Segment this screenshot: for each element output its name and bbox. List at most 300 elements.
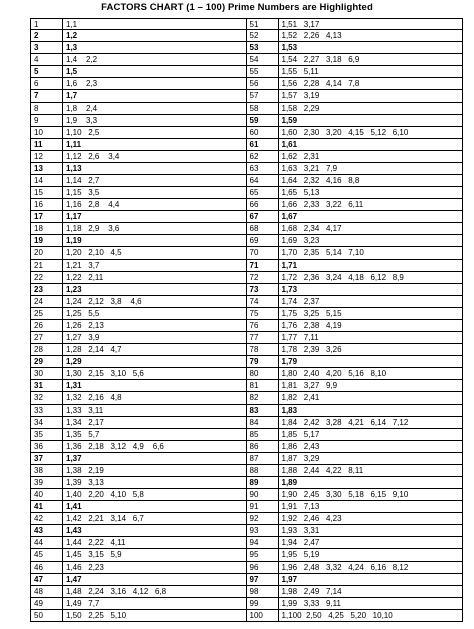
factors-cell: 1,53 bbox=[281, 43, 298, 53]
number-cell: 28 bbox=[31, 344, 63, 355]
table-row bbox=[30, 344, 246, 356]
number-cell: 33 bbox=[31, 405, 63, 416]
number-cell: 11 bbox=[31, 139, 63, 150]
table-row bbox=[30, 187, 246, 199]
table-row bbox=[247, 441, 464, 453]
number-cell: 49 bbox=[31, 598, 63, 609]
table-row bbox=[30, 537, 246, 549]
number-cell: 6 bbox=[31, 78, 63, 89]
number-cell: 37 bbox=[31, 453, 63, 464]
number-cell: 38 bbox=[31, 465, 63, 476]
table-row bbox=[247, 187, 464, 199]
table-row bbox=[247, 308, 464, 320]
factors-cell: 1,36 2,18 3,12 4,9 6,6 bbox=[66, 441, 164, 451]
number-cell: 89 bbox=[247, 477, 279, 488]
factors-cell: 1,22 2,11 bbox=[66, 272, 104, 282]
table-row bbox=[247, 465, 464, 477]
factors-cell: 1,71 bbox=[281, 260, 298, 270]
number-cell: 55 bbox=[247, 66, 279, 77]
factors-cell: 1,27 3,9 bbox=[66, 333, 100, 343]
number-cell: 86 bbox=[247, 441, 279, 452]
factors-cell: 1,39 3,13 bbox=[66, 477, 104, 487]
factors-cell: 1,60 2,30 3,20 4,15 5,12 6,10 bbox=[281, 127, 409, 137]
table-row bbox=[247, 223, 464, 235]
number-cell: 30 bbox=[31, 368, 63, 379]
factors-cell: 1,2 bbox=[66, 31, 78, 41]
table-row bbox=[30, 610, 246, 622]
factors-cell: 1,83 bbox=[281, 405, 298, 415]
factors-cell: 1,73 bbox=[281, 284, 298, 294]
table-row bbox=[247, 163, 464, 175]
table-row bbox=[247, 54, 464, 66]
table-row bbox=[247, 320, 464, 332]
table-row bbox=[30, 513, 246, 525]
number-cell: 29 bbox=[31, 356, 63, 367]
factors-cell: 1,4 2,2 bbox=[66, 55, 98, 65]
table-row bbox=[247, 513, 464, 525]
factors-cell: 1,100 2,50 4,25 5,20 10,10 bbox=[281, 610, 393, 620]
number-cell: 93 bbox=[247, 525, 279, 536]
table-row bbox=[247, 284, 464, 296]
page-title: FACTORS CHART (1 – 100) Prime Numbers are Highlighted bbox=[101, 2, 373, 13]
table-row bbox=[247, 380, 464, 392]
table-row bbox=[30, 284, 246, 296]
factors-cell: 1,76 2,38 4,19 bbox=[281, 320, 342, 330]
number-cell: 72 bbox=[247, 272, 279, 283]
table-row bbox=[30, 223, 246, 235]
factors-cell: 1,70 2,35 5,14 7,10 bbox=[281, 248, 364, 258]
table-row bbox=[247, 199, 464, 211]
factors-cell: 1,23 bbox=[66, 284, 82, 294]
number-cell: 36 bbox=[31, 441, 63, 452]
number-cell: 84 bbox=[247, 417, 279, 428]
table-row bbox=[247, 356, 464, 368]
factors-cell: 1,34 2,17 bbox=[66, 417, 104, 427]
table-row bbox=[247, 598, 464, 610]
number-cell: 64 bbox=[247, 175, 279, 186]
number-cell: 16 bbox=[31, 199, 63, 210]
factors-cell: 1,38 2,19 bbox=[66, 465, 104, 475]
number-cell: 88 bbox=[247, 465, 279, 476]
number-cell: 34 bbox=[31, 417, 63, 428]
table-row bbox=[247, 18, 464, 30]
number-cell: 81 bbox=[247, 380, 279, 391]
table-row bbox=[247, 501, 464, 513]
table-row bbox=[30, 272, 246, 284]
number-cell: 20 bbox=[31, 247, 63, 258]
table-row bbox=[30, 598, 246, 610]
number-cell: 48 bbox=[31, 586, 63, 597]
factors-cell: 1,44 2,22 4,11 bbox=[66, 538, 126, 548]
factors-cell: 1,20 2,10 4,5 bbox=[66, 248, 122, 258]
factors-cell: 1,75 3,25 5,15 bbox=[281, 308, 342, 318]
table-row bbox=[247, 272, 464, 284]
factors-cell: 1,51 3,17 bbox=[281, 20, 320, 29]
factors-cell: 1,10 2,5 bbox=[66, 127, 100, 137]
table-row bbox=[30, 163, 246, 175]
number-cell: 53 bbox=[247, 42, 279, 53]
table-row bbox=[30, 489, 246, 501]
number-cell: 97 bbox=[247, 574, 279, 585]
table-row bbox=[30, 465, 246, 477]
table-row bbox=[247, 392, 464, 404]
number-cell: 19 bbox=[31, 235, 63, 246]
table-row bbox=[247, 296, 464, 308]
number-cell: 5 bbox=[31, 66, 63, 77]
factors-cell: 1,85 5,17 bbox=[281, 429, 320, 439]
factors-cell: 1,64 2,32 4,16 8,8 bbox=[281, 176, 360, 186]
factors-cell: 1,49 7,7 bbox=[66, 598, 100, 608]
table-row bbox=[247, 66, 464, 78]
number-cell: 92 bbox=[247, 513, 279, 524]
table-row bbox=[30, 78, 246, 90]
number-cell: 7 bbox=[31, 90, 63, 101]
number-cell: 15 bbox=[31, 187, 63, 198]
factors-cell: 1,92 2,46 4,23 bbox=[281, 514, 342, 524]
factors-cell: 1,90 2,45 3,30 5,18 6,15 9,10 bbox=[281, 490, 409, 500]
number-cell: 79 bbox=[247, 356, 279, 367]
table-row bbox=[30, 18, 246, 30]
table-row bbox=[247, 549, 464, 561]
factors-cell: 1,56 2,28 4,14 7,8 bbox=[281, 79, 360, 89]
factors-cell: 1,86 2,43 bbox=[281, 441, 320, 451]
factors-cell: 1,74 2,37 bbox=[281, 296, 320, 306]
factors-cell: 1,82 2,41 bbox=[281, 393, 320, 403]
table-row bbox=[247, 344, 464, 356]
factors-cell: 1,8 2,4 bbox=[66, 103, 98, 113]
number-cell: 23 bbox=[31, 284, 63, 295]
table-row bbox=[247, 151, 464, 163]
table-row bbox=[247, 368, 464, 380]
factors-cell: 1,55 5,11 bbox=[281, 67, 319, 77]
number-cell: 27 bbox=[31, 332, 63, 343]
factors-cell: 1,84 2,42 3,28 4,21 6,14 7,12 bbox=[281, 417, 409, 427]
factors-cell: 1,89 bbox=[281, 477, 298, 487]
table-row bbox=[30, 103, 246, 115]
number-cell: 43 bbox=[31, 525, 63, 536]
number-cell: 32 bbox=[31, 392, 63, 403]
table-row bbox=[30, 441, 246, 453]
factors-cell: 1,43 bbox=[66, 526, 82, 536]
factors-cell: 1,37 bbox=[66, 453, 82, 463]
number-cell: 58 bbox=[247, 103, 279, 114]
table-row bbox=[30, 30, 246, 42]
number-cell: 46 bbox=[31, 562, 63, 573]
number-cell: 51 bbox=[247, 19, 279, 29]
number-cell: 78 bbox=[247, 344, 279, 355]
factors-cell: 1,97 bbox=[281, 574, 298, 584]
number-cell: 45 bbox=[31, 549, 63, 560]
factors-cell: 1,11 bbox=[66, 139, 82, 149]
right-column-51-to-100 bbox=[246, 18, 464, 622]
factors-cell: 1,42 2,21 3,14 6,7 bbox=[66, 514, 144, 524]
table-row bbox=[247, 247, 464, 259]
number-cell: 21 bbox=[31, 260, 63, 271]
table-row bbox=[30, 429, 246, 441]
table-row bbox=[30, 66, 246, 78]
factors-cell: 1,50 2,25 5,10 bbox=[66, 610, 127, 620]
table-row bbox=[247, 30, 464, 42]
factors-cell: 1,26 2,13 bbox=[66, 320, 104, 330]
table-row bbox=[247, 90, 464, 102]
table-row bbox=[30, 392, 246, 404]
factors-cell: 1,18 2,9 3,6 bbox=[66, 224, 120, 234]
number-cell: 62 bbox=[247, 151, 279, 162]
table-row bbox=[30, 151, 246, 163]
table-row bbox=[30, 380, 246, 392]
number-cell: 99 bbox=[247, 598, 279, 609]
factors-cell: 1,58 2,29 bbox=[281, 103, 320, 113]
table-row bbox=[247, 610, 464, 622]
table-row bbox=[247, 429, 464, 441]
table-row bbox=[30, 260, 246, 272]
number-cell: 44 bbox=[31, 537, 63, 548]
factors-cell: 1,15 3,5 bbox=[66, 188, 100, 198]
factors-cell: 1,31 bbox=[66, 381, 82, 391]
table-row bbox=[247, 562, 464, 574]
factors-cell: 1,5 bbox=[66, 67, 78, 77]
number-cell: 90 bbox=[247, 489, 279, 500]
table-row bbox=[30, 586, 246, 598]
factors-cell: 1,96 2,48 3,32 4,24 6,16 8,12 bbox=[281, 562, 409, 572]
factors-cell: 1,79 bbox=[281, 357, 298, 367]
number-cell: 24 bbox=[31, 296, 63, 307]
factors-cell: 1,9 3,3 bbox=[66, 115, 98, 125]
number-cell: 73 bbox=[247, 284, 279, 295]
number-cell: 3 bbox=[31, 42, 63, 53]
table-row bbox=[30, 175, 246, 187]
table-row bbox=[247, 235, 464, 247]
factors-cell: 1,63 3,21 7,9 bbox=[281, 163, 338, 173]
factors-cell: 1,1 bbox=[66, 20, 78, 29]
factors-cell: 1,69 3,23 bbox=[281, 236, 320, 246]
factors-cell: 1,91 7,13 bbox=[281, 502, 320, 512]
number-cell: 52 bbox=[247, 30, 279, 41]
factors-cell: 1,35 5,7 bbox=[66, 429, 100, 439]
table-row bbox=[30, 453, 246, 465]
factors-cell: 1,59 bbox=[281, 115, 298, 125]
number-cell: 31 bbox=[31, 380, 63, 391]
number-cell: 77 bbox=[247, 332, 279, 343]
factors-cell: 1,3 bbox=[66, 43, 78, 53]
table-row bbox=[247, 42, 464, 54]
factors-cell: 1,98 2,49 7,14 bbox=[281, 586, 342, 596]
number-cell: 39 bbox=[31, 477, 63, 488]
table-row bbox=[247, 175, 464, 187]
number-cell: 69 bbox=[247, 235, 279, 246]
factors-cell: 1,95 5,19 bbox=[281, 550, 320, 560]
left-column-1-to-50 bbox=[30, 18, 246, 622]
number-cell: 66 bbox=[247, 199, 279, 210]
factors-cell: 1,80 2,40 4,20 5,16 8,10 bbox=[281, 369, 387, 379]
number-cell: 2 bbox=[31, 30, 63, 41]
factors-cell: 1,65 5,13 bbox=[281, 188, 320, 198]
table-row bbox=[30, 115, 246, 127]
number-cell: 12 bbox=[31, 151, 63, 162]
factors-chart-table bbox=[30, 18, 463, 622]
factors-cell: 1,25 5,5 bbox=[66, 308, 100, 318]
table-row bbox=[247, 127, 464, 139]
factors-cell: 1,21 3,7 bbox=[66, 260, 100, 270]
factors-cell: 1,41 bbox=[66, 502, 82, 512]
factors-cell: 1,94 2,47 bbox=[281, 538, 320, 548]
factors-cell: 1,7 bbox=[66, 91, 78, 101]
factors-cell: 1,6 2,3 bbox=[66, 79, 98, 89]
factors-cell: 1,14 2,7 bbox=[66, 176, 100, 186]
table-row bbox=[30, 235, 246, 247]
number-cell: 41 bbox=[31, 501, 63, 512]
table-row bbox=[247, 525, 464, 537]
number-cell: 60 bbox=[247, 127, 279, 138]
table-row bbox=[247, 477, 464, 489]
table-row bbox=[30, 477, 246, 489]
factors-cell: 1,32 2,16 4,8 bbox=[66, 393, 122, 403]
table-row bbox=[247, 260, 464, 272]
table-row bbox=[247, 78, 464, 90]
table-row bbox=[30, 405, 246, 417]
factors-cell: 1,93 3,31 bbox=[281, 526, 320, 536]
table-row bbox=[30, 211, 246, 223]
table-row bbox=[30, 90, 246, 102]
factors-cell: 1,12 2,6 3,4 bbox=[66, 151, 120, 161]
factors-cell: 1,72 2,36 3,24 4,18 6,12 8,9 bbox=[281, 272, 404, 282]
number-cell: 57 bbox=[247, 90, 279, 101]
table-row bbox=[247, 103, 464, 115]
table-row bbox=[30, 54, 246, 66]
table-row bbox=[247, 586, 464, 598]
table-row bbox=[247, 211, 464, 223]
number-cell: 4 bbox=[31, 54, 63, 65]
number-cell: 18 bbox=[31, 223, 63, 234]
factors-cell: 1,81 3,27 9,9 bbox=[281, 381, 338, 391]
table-row bbox=[30, 308, 246, 320]
table-row bbox=[30, 549, 246, 561]
number-cell: 75 bbox=[247, 308, 279, 319]
number-cell: 100 bbox=[247, 610, 279, 621]
number-cell: 67 bbox=[247, 211, 279, 222]
number-cell: 59 bbox=[247, 115, 279, 126]
factors-cell: 1,24 2,12 3,8 4,6 bbox=[66, 296, 142, 306]
table-row bbox=[30, 562, 246, 574]
factors-cell: 1,30 2,15 3,10 5,6 bbox=[66, 369, 144, 379]
table-row bbox=[30, 525, 246, 537]
number-cell: 87 bbox=[247, 453, 279, 464]
factors-cell: 1,67 bbox=[281, 212, 298, 222]
factors-cell: 1,16 2,8 4,4 bbox=[66, 200, 120, 210]
factors-cell: 1,77 7,11 bbox=[281, 333, 319, 343]
factors-cell: 1,88 2,44 4,22 8,11 bbox=[281, 465, 364, 475]
factors-cell: 1,99 3,33 9,11 bbox=[281, 598, 341, 608]
number-cell: 94 bbox=[247, 537, 279, 548]
table-row bbox=[30, 296, 246, 308]
table-row bbox=[30, 42, 246, 54]
number-cell: 14 bbox=[31, 175, 63, 186]
table-row bbox=[247, 453, 464, 465]
number-cell: 82 bbox=[247, 392, 279, 403]
number-cell: 9 bbox=[31, 115, 63, 126]
factors-cell: 1,52 2,26 4,13 bbox=[281, 31, 342, 41]
table-row bbox=[30, 127, 246, 139]
number-cell: 47 bbox=[31, 574, 63, 585]
factors-cell: 1,78 2,39 3,26 bbox=[281, 345, 342, 355]
number-cell: 85 bbox=[247, 429, 279, 440]
number-cell: 70 bbox=[247, 247, 279, 258]
factors-cell: 1,87 3,29 bbox=[281, 453, 320, 463]
table-row bbox=[247, 574, 464, 586]
table-row bbox=[30, 368, 246, 380]
factors-cell: 1,54 2,27 3,18 6,9 bbox=[281, 55, 360, 65]
table-row bbox=[30, 356, 246, 368]
factors-cell: 1,62 2,31 bbox=[281, 151, 320, 161]
factors-cell: 1,66 2,33 3,22 6,11 bbox=[281, 200, 364, 210]
factors-cell: 1,48 2,24 3,16 4,12 6,8 bbox=[66, 586, 167, 596]
table-row bbox=[247, 537, 464, 549]
number-cell: 83 bbox=[247, 405, 279, 416]
table-row bbox=[247, 417, 464, 429]
table-row bbox=[30, 332, 246, 344]
number-cell: 91 bbox=[247, 501, 279, 512]
number-cell: 22 bbox=[31, 272, 63, 283]
number-cell: 42 bbox=[31, 513, 63, 524]
number-cell: 1 bbox=[31, 19, 63, 29]
table-row bbox=[30, 199, 246, 211]
table-row bbox=[30, 501, 246, 513]
table-row bbox=[30, 247, 246, 259]
factors-cell: 1,61 bbox=[281, 139, 298, 149]
table-row bbox=[30, 417, 246, 429]
table-row bbox=[30, 574, 246, 586]
table-row bbox=[30, 139, 246, 151]
number-cell: 17 bbox=[31, 211, 63, 222]
number-cell: 13 bbox=[31, 163, 63, 174]
number-cell: 71 bbox=[247, 260, 279, 271]
number-cell: 50 bbox=[31, 610, 63, 621]
number-cell: 26 bbox=[31, 320, 63, 331]
table-row bbox=[247, 489, 464, 501]
number-cell: 63 bbox=[247, 163, 279, 174]
number-cell: 98 bbox=[247, 586, 279, 597]
factors-cell: 1,46 2,23 bbox=[66, 562, 104, 572]
number-cell: 76 bbox=[247, 320, 279, 331]
table-row bbox=[247, 115, 464, 127]
factors-cell: 1,19 bbox=[66, 236, 82, 246]
number-cell: 80 bbox=[247, 368, 279, 379]
factors-cell: 1,13 bbox=[66, 163, 82, 173]
number-cell: 65 bbox=[247, 187, 279, 198]
factors-cell: 1,17 bbox=[66, 212, 82, 222]
factors-cell: 1,28 2,14 4,7 bbox=[66, 345, 122, 355]
number-cell: 25 bbox=[31, 308, 63, 319]
factors-cell: 1,47 bbox=[66, 574, 82, 584]
factors-cell: 1,33 3,11 bbox=[66, 405, 104, 415]
number-cell: 61 bbox=[247, 139, 279, 150]
table-row bbox=[247, 405, 464, 417]
factors-cell: 1,29 bbox=[66, 357, 82, 367]
number-cell: 40 bbox=[31, 489, 63, 500]
factors-cell: 1,40 2,20 4,10 5,8 bbox=[66, 490, 144, 500]
number-cell: 68 bbox=[247, 223, 279, 234]
table-row bbox=[247, 332, 464, 344]
number-cell: 8 bbox=[31, 103, 63, 114]
number-cell: 96 bbox=[247, 562, 279, 573]
number-cell: 56 bbox=[247, 78, 279, 89]
table-row bbox=[247, 139, 464, 151]
number-cell: 95 bbox=[247, 549, 279, 560]
factors-cell: 1,68 2,34 4,17 bbox=[281, 224, 342, 234]
number-cell: 35 bbox=[31, 429, 63, 440]
table-row bbox=[30, 320, 246, 332]
factors-cell: 1,45 3,15 5,9 bbox=[66, 550, 122, 560]
